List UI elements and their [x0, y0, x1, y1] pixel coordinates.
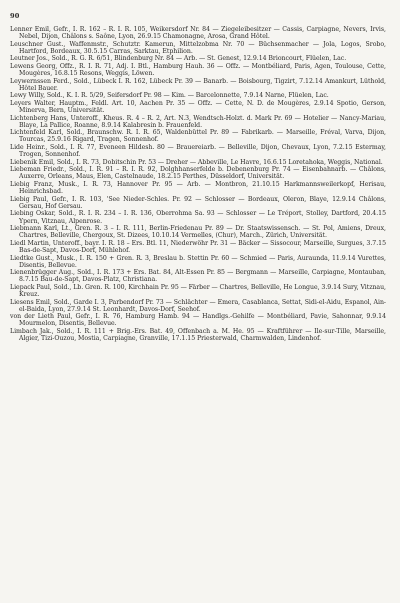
- list-item: Liebig Franz, Musk., I. R. 73, Hannover Pr. 95 — Arb. — Montbron, 21.10.15 Harkmannsweilerkopf, Herisau, Heinrichsbad.: [10, 181, 386, 196]
- list-item: Lichtenberg Hans, Unteroff., Kheus. R. 4 – R. 2, Art. N.3, Wendtsch-Holzt. d. Mark Pr. 69 — Hotelier — Nancy-Mariau, Blaye, La Pallice, Roanne, 8.9.14 Kalabresin b. Frauenfeld.: [10, 114, 386, 129]
- list-item: Liebenik Emil, Sold., I. R. 73, Dobitschin Pr. 53 — Dreher — Abbeville, Le Havre, 16.6.15 Loretahoka, Weggis, National.: [10, 158, 383, 166]
- list-item: Limbach Jak., Sold., I. R. 111 + Brig.-Ers. Bat. 49, Offenbach a. M. He. 95 — Kraftführer — Ile-sur-Tille, Marseille, Algier, Tizi-Ouzou, Mostia, Carpiagne, Granville, 17.1.15 Priesterwald, Charmwalden, Lindenhof.: [10, 327, 386, 343]
- list-item: Lichtenfeld Karl, Sold., Braunschw. R. I. R. 65, Waldenbüttel Pr. 89 — Fabrikarb. — Marseille, Fréval, Varva, Dijon, Tourcas, 25.9.16 Rigard, Tragen, Sonnenhof.: [10, 129, 386, 144]
- list-item: Leutner Jos., Sold., R. G. R. 6/51, Blindenburg Nr. 84 — Arb. — St. Genest, 12.9.14 Brioncourt, Flüelen, Lac.: [10, 55, 347, 63]
- list-item: Leyers Walter, Hauptm., Feldl. Art. 10, Aachen Pr. 35 — Offz. — Cette, N. D. de Mougères, 2.9.14 Spotio, Gerson, Minerva, Bern, Universität.: [10, 100, 386, 115]
- list-item: Leuschner Gust., Waffenmstr., Schutztr. Kamerun, Mittelzobma Nr. 70 — Büchsenmacher — Jola, Logos, Srobo, Hartford, Bordeaux, 30.5.15 Carras, Sarktau, Etphilion.: [10, 40, 386, 55]
- list-item: Lide Heinr., Sold., I. R. 77, Eveneen Hildesh. 80 — Brauereiarb. — Belleville, Dijon, Chevaux, Lyon, 7.2.15 Estermay, Trogen, Sonnenhof.: [10, 144, 386, 159]
- list-item: Lenner Emil, Gefr., I. R. 162 – R. I. R. 105, Weikersdorf Nr. 84 — Ziegeleibesitzer — Cassis, Carpiagne, Nevers, Irvis, Nebel, Dijon, Châlons s. Saône, Lyon, 26.9.15 Chamonagne, Arosa, Grand Hôtel.: [10, 26, 386, 41]
- list-item: Liebing Oskar, Sold., R. I. R. 234 – I. R. 136, Oberrohma Sa. 93 — Schlosser — Le Tréport, Stolley, Dartford, 20.4.15 Ypern, Vitznau, Alpenrose.: [10, 210, 386, 225]
- list-item: Liedl Martin, Unteroff., bayr. I. R. 18 – Ers. Btl. 11, Niederwöhr Pr. 31 — Bäcker — Sissocour, Marseille, Surgues, 3.7.15 Bas-de-Sapt, Davos-Dorf, Mühlehof.: [10, 239, 386, 254]
- list-item: Liepack Paul, Sold., Lb. Gren. R. 100, Kirchhain Pr. 95 — Färber — Chartres, Belleville, He Longue, 3.9.14 Sury, Vitznau, Kreuz.: [10, 283, 386, 298]
- list-item: Liebig Paul, Gefr., I. R. 103, 'See Nieder-Schles. Pr. 92 — Schlosser — Bordeaux, Oleron, Blaye, 12.9.14 Châlons, Gersau, Hof Gersau.: [10, 195, 386, 210]
- list-item: Lewy Willy, Sold., K. I. R. 5/29, Seifersdorf Pr. 98 — Kim. — Barcelonnette, 7.9.14 Narne, Flüelen, Lac.: [10, 92, 329, 100]
- list-item: Liesens Emil, Sold., Garde I. 3, Parbendorf Pr. 73 — Schlächter — Emera, Casablanca, Settat, Sidi-el-Aidu, Espanol, Ain-el-Baida, Lyon, 27.9.14 St. Leonhardt, Davos-Dorf, Seehof.: [10, 298, 386, 313]
- list-item: Liebmann Karl, Lt., Gren. R. 3 – I. R. 111, Berlin-Friedenau Pr. 89 — Dr. Staatswissensch. — St. Pol, Amiens, Dreux, Chartres, Belleville, Chergoux, St. Dizees, 10.10.14 Vermelles, (Chur), March., Zürich, Universität.: [10, 225, 386, 240]
- list-item: von der Lieth Paul, Gefr., I. R. 76, Hamburg Hamb. 94 — Handlgs.-Gehilfe — Montbéliard, Pavie, Sahonnar, 9.9.14 Mourmelon, Disentis, Bellevue.: [10, 313, 386, 328]
- list-item: Liebeman Friedr., Sold., I. R. 91 – R. I. R. 92, Dolghhanserfelde b. Debenenburg Pr. 74 — Eisenbahnarb. — Châlons, Auxerre, Orleans, Maus, Elen, Castelnaude, 18.2.15 Perthes, Düsseldorf, Universität.: [10, 166, 386, 181]
- list-item: Lewens Georg, Offz., R. I. R. 71, Adj. I. Btl., Hamburg Hauh. 36 — Offz. — Montbéliard, Paris, Agen, Toulouse, Cette, Mougères, 16.8.15 Resons, Weggis, Löwen.: [10, 63, 386, 78]
- list-item: Leywernssen Ferd., Sold., Lübeck I. R. 162, Lübeck Pr. 39 — Banarb. — Boisbourg, Tigzirt, 7.12.14 Amankurt, Lüthold, Hôtel Bauer.: [10, 77, 386, 92]
- list-item: Liedtke Gust., Musk., I. R. 150 + Gren. R. 3, Breslau b. Stettin Pr. 60 — Schmied — Paris, Auraunda, 11.9.14 Vurettes, Disentis, Bellevue.: [10, 254, 386, 269]
- page-number: 90: [10, 12, 20, 20]
- list-item: Lienenbrügger Aug., Sold., I. R. 173 + Ers. Bat. 84, Alt-Essen Pr. 85 — Bergmann — Marseille, Carpiagne, Montauban, 8.7.15 Bau-de-Sapt, Davos-Platz, Christiana.: [10, 269, 386, 284]
- entry-list: [10, 26, 386, 342]
